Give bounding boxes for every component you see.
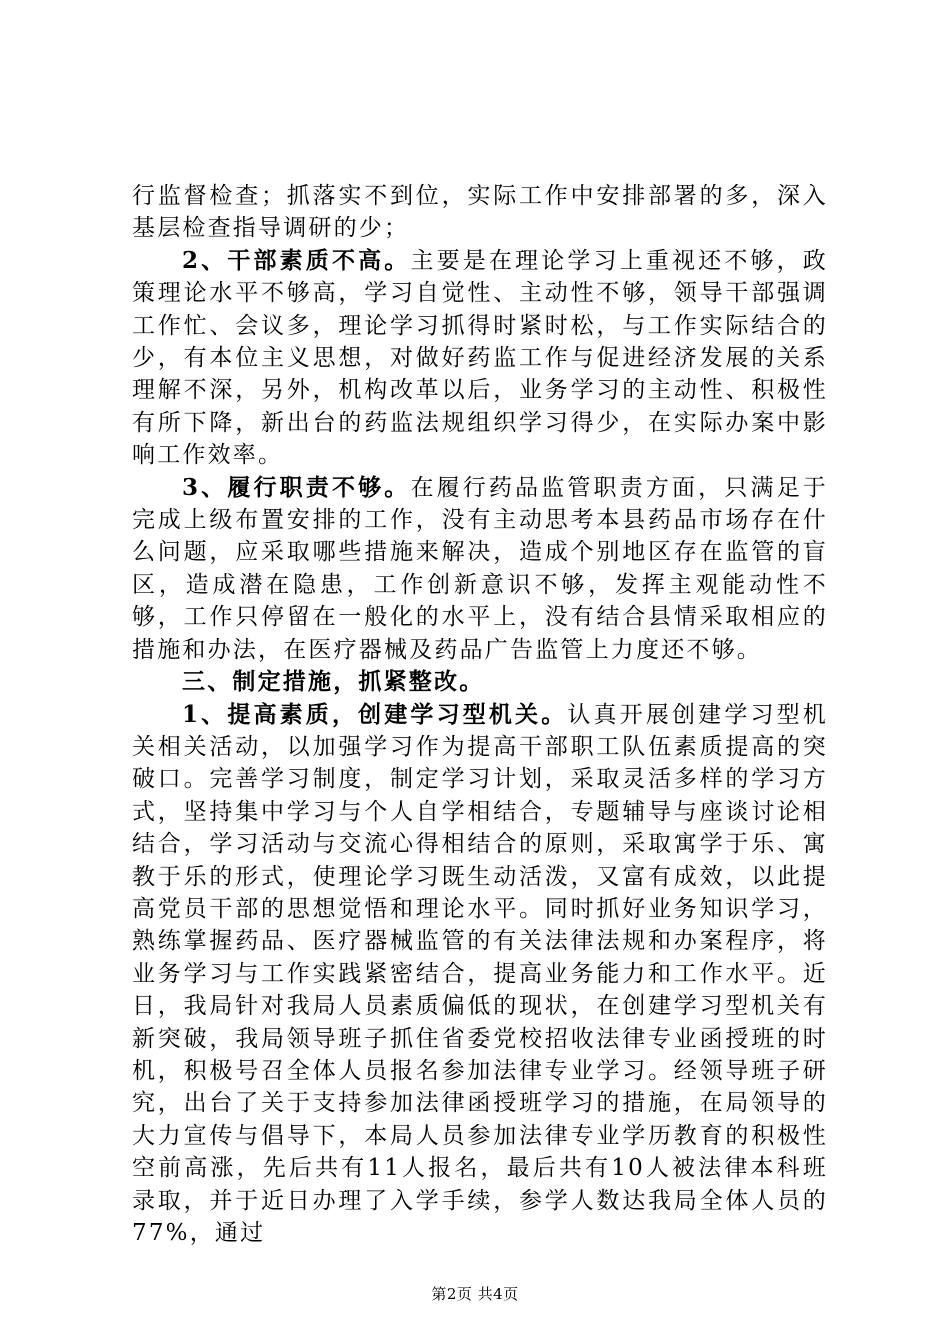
paragraph-heading: 1、提高素质，创建学习型机关。 [182,700,568,728]
document-body [132,180,828,1249]
page-number: 第2页 共4页 [431,1285,519,1303]
paragraph-text: 在履行药品监管职责方面，只满足于完成上级布置安排的工作，没有主动思考本县药品市场存在什么问题，应采取哪些措施来解决，造成个别地区存在监管的盲区，造成潜在隐患，工作创新意识不够，发挥主观能动性不够，工作只停留在一般化的水平上，没有结合县情采取相应的措施和办法，在医疗器械及药品广告监管上力度还不够。 [132,474,829,663]
section-heading-measures [132,666,828,698]
paragraph-learning-organization [132,699,828,1250]
paragraph-continuation [132,180,828,245]
page-footer [0,1283,950,1304]
paragraph-duty-performance [132,472,828,666]
paragraph-text: 行监督检查；抓落实不到位，实际工作中安排部署的多，深入基层检查指导调研的少； [132,183,828,242]
paragraph-heading: 3、履行职责不够。 [182,473,411,501]
paragraph-cadre-quality [132,245,828,472]
paragraph-text: 认真开展创建学习型机关相关活动，以加强学习作为提高干部职工队伍素质提高的突破口。完善学习制度，制定学习计划，采取灵活多样的学习方式，坚持集中学习与个人自学相结合，专题辅导与座谈讨论相结合，学习活动与交流心得相结合的原则，采取寓学于乐、寓教于乐的形式，使理论学习既生动活泼，又富有成效，以此提高党员干部的思想觉悟和理论水平。同时抓好业务知识学习，熟练掌握药品、医疗器械监管的有关法律法规和办案程序，将业务学习与工作实践紧密结合，提高业务能力和工作水平。近日，我局针对我局人员素质偏低的现状，在创建学习型机关有新突破，我局领导班子抓住省委党校招收法律专业函授班的时机，积极号召全体人员报名参加法律专业学习。经领导班子研究，出台了关于支持参加法律函授班学习的措施，在局领导的大力宣传与倡导下，本局人员参加法律专业学历教育的积极性空前高涨，先后共有11人报名，最后共有10人被法律本科班录取，并于近日办理了入学手续，参学人数达我局全体人员的77%，通过 [132,701,828,1246]
paragraph-text: 主要是在理论学习上重视还不够，政策理论水平不够高，学习自觉性、主动性不够，领导干部强调工作忙、会议多，理论学习抓得时紧时松，与工作实际结合的少，有本位主义思想，对做好药监工作与促进经济发展的关系理解不深，另外，机构改革以后，业务学习的主动性、积极性有所下降，新出台的药监法规组织学习得少，在实际办案中影响工作效率。 [132,247,829,469]
section-heading: 三、制定措施，抓紧整改。 [182,668,485,696]
paragraph-heading: 2、干部素质不高。 [182,246,411,274]
